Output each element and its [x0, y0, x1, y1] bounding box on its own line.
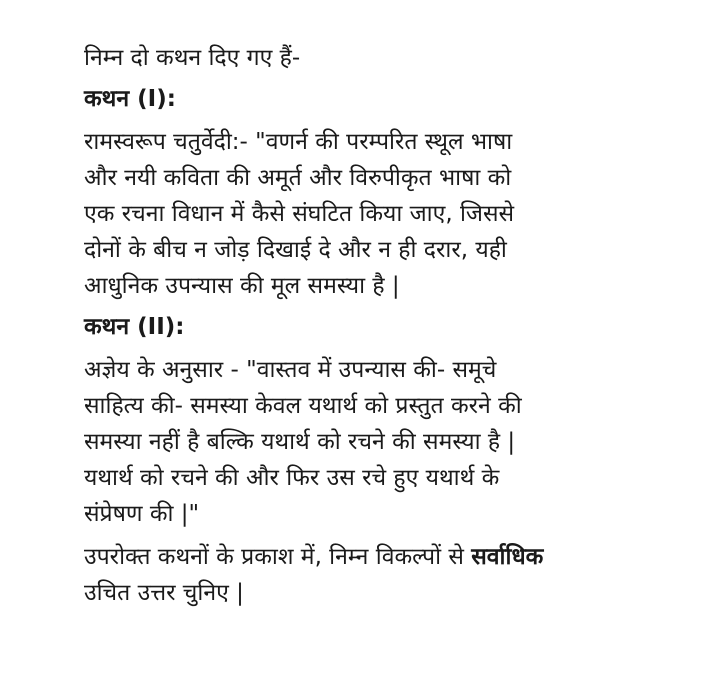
- statement-2-text: [84, 352, 684, 532]
- statement-1-heading: कथन (I):: [84, 86, 176, 112]
- intro-line: निम्न दो कथन दिए गए हैं-: [84, 45, 301, 71]
- statement-1-text: [84, 124, 684, 304]
- statement-2-line: यथार्थ को रचने की और फिर उस रचे हुए यथार्थ के: [84, 465, 500, 491]
- question-line: उचित उत्तर चुनिए |: [84, 580, 244, 606]
- question-text: उपरोक्त कथनों के प्रकाश में, निम्न विकल्पों से: [84, 544, 472, 570]
- question-emphasis: सर्वाधिक: [471, 544, 544, 570]
- statement-1-line: और नयी कविता की अमूर्त और विरुपीकृत भाषा को: [84, 165, 512, 191]
- question-content: [84, 40, 684, 611]
- statement-1-line: रामस्वरूप चतुर्वेदी:- "वणर्न की परम्परित स्थूल भाषा: [84, 129, 513, 155]
- statement-2-heading: कथन (II):: [84, 314, 185, 340]
- question-prompt: [84, 539, 684, 611]
- statement-2-line: साहित्य की- समस्या केवल यथार्थ को प्रस्तुत करने की: [84, 393, 522, 419]
- statement-2-line: समस्या नहीं है बल्कि यथार्थ को रचने की समस्या है |: [84, 429, 516, 455]
- statement-2-line: संप्रेषण की |": [84, 501, 200, 527]
- statement-1-line: आधुनिक उपन्यास की मूल समस्या है |: [84, 273, 400, 299]
- question-line: [84, 539, 684, 575]
- statement-1-line: एक रचना विधान में कैसे संघटित किया जाए, जिससे: [84, 201, 515, 227]
- statement-2-line: अज्ञेय के अनुसार - "वास्तव में उपन्यास की- समूचे: [84, 357, 497, 383]
- intro-text: [84, 40, 684, 76]
- statement-1-line: दोनों के बीच न जोड़ दिखाई दे और न ही दरार, यही: [84, 237, 507, 263]
